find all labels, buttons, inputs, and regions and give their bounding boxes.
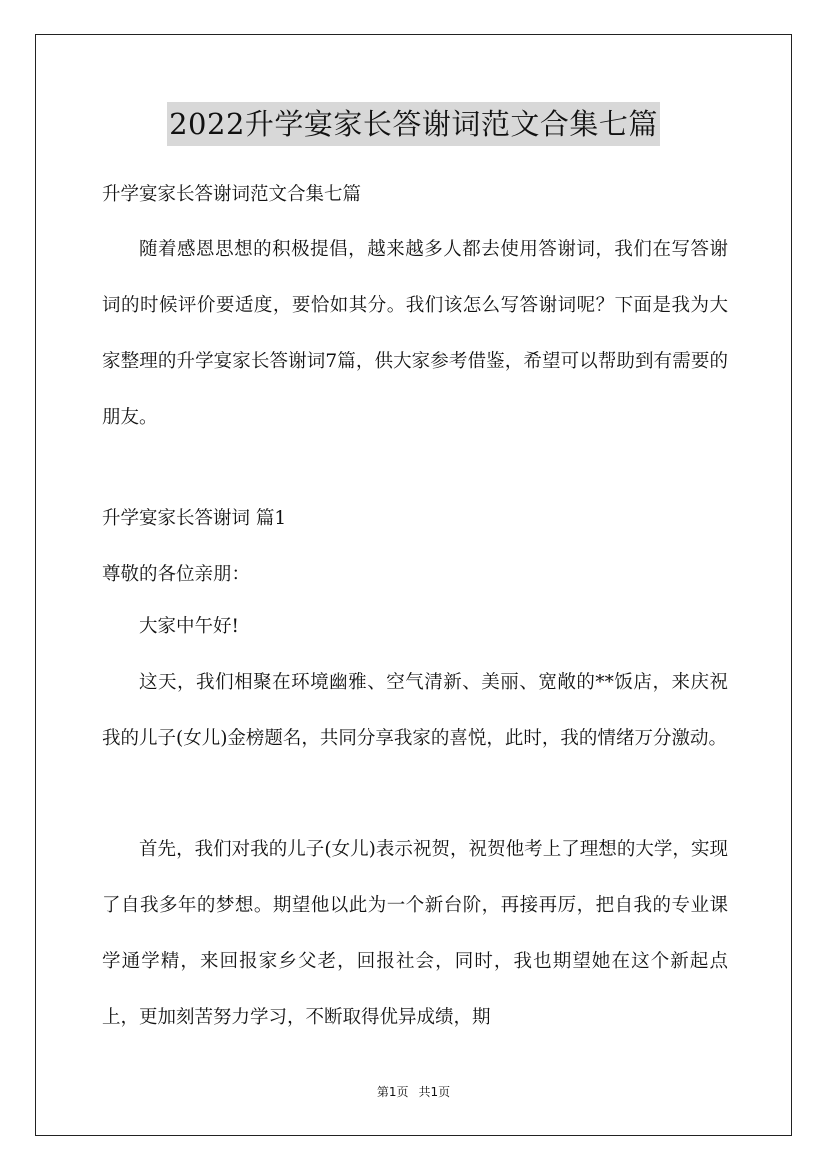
body-paragraph-1: 这天，我们相聚在环境幽雅、空气清新、美丽、宽敞的**饭店，来庆祝我的儿子(女儿)金榜题名，共同分享我家的喜悦，此时，我的情绪万分激动。	[102, 672, 728, 749]
body-paragraph-2: 首先，我们对我的儿子(女儿)表示祝贺，祝贺他考上了理想的大学，实现了自我多年的梦想。期望他以此为一个新台阶，再接再厉，把自我的专业课学通学精，来回报家乡父老，回报社会，同时，我也期望她在这个新起点上，更加刻苦努力学习，不断取得优异成绩，期	[102, 839, 728, 1028]
document-title	[0, 101, 827, 146]
page-total: 共1页	[418, 1085, 451, 1099]
page-footer	[0, 1083, 827, 1101]
section-heading: 升学宴家长答谢词 篇1	[102, 508, 287, 529]
document-subtitle: 升学宴家长答谢词范文合集七篇	[102, 184, 362, 205]
intro-paragraph: 随着感恩思想的积极提倡，越来越多人都去使用答谢词，我们在写答谢词的时候评价要适度，要恰如其分。我们该怎么写答谢词呢？下面是我为大家整理的升学宴家长答谢词7篇，供大家参考借鉴，希望可以帮助到有需要的朋友。	[102, 239, 728, 428]
salutation-line: 尊敬的各位亲朋：	[102, 564, 251, 585]
page-number: 第1页	[376, 1085, 409, 1099]
greeting-line: 大家中午好!	[139, 616, 239, 637]
document-title-text: 2022升学宴家长答谢词范文合集七篇	[167, 102, 660, 146]
